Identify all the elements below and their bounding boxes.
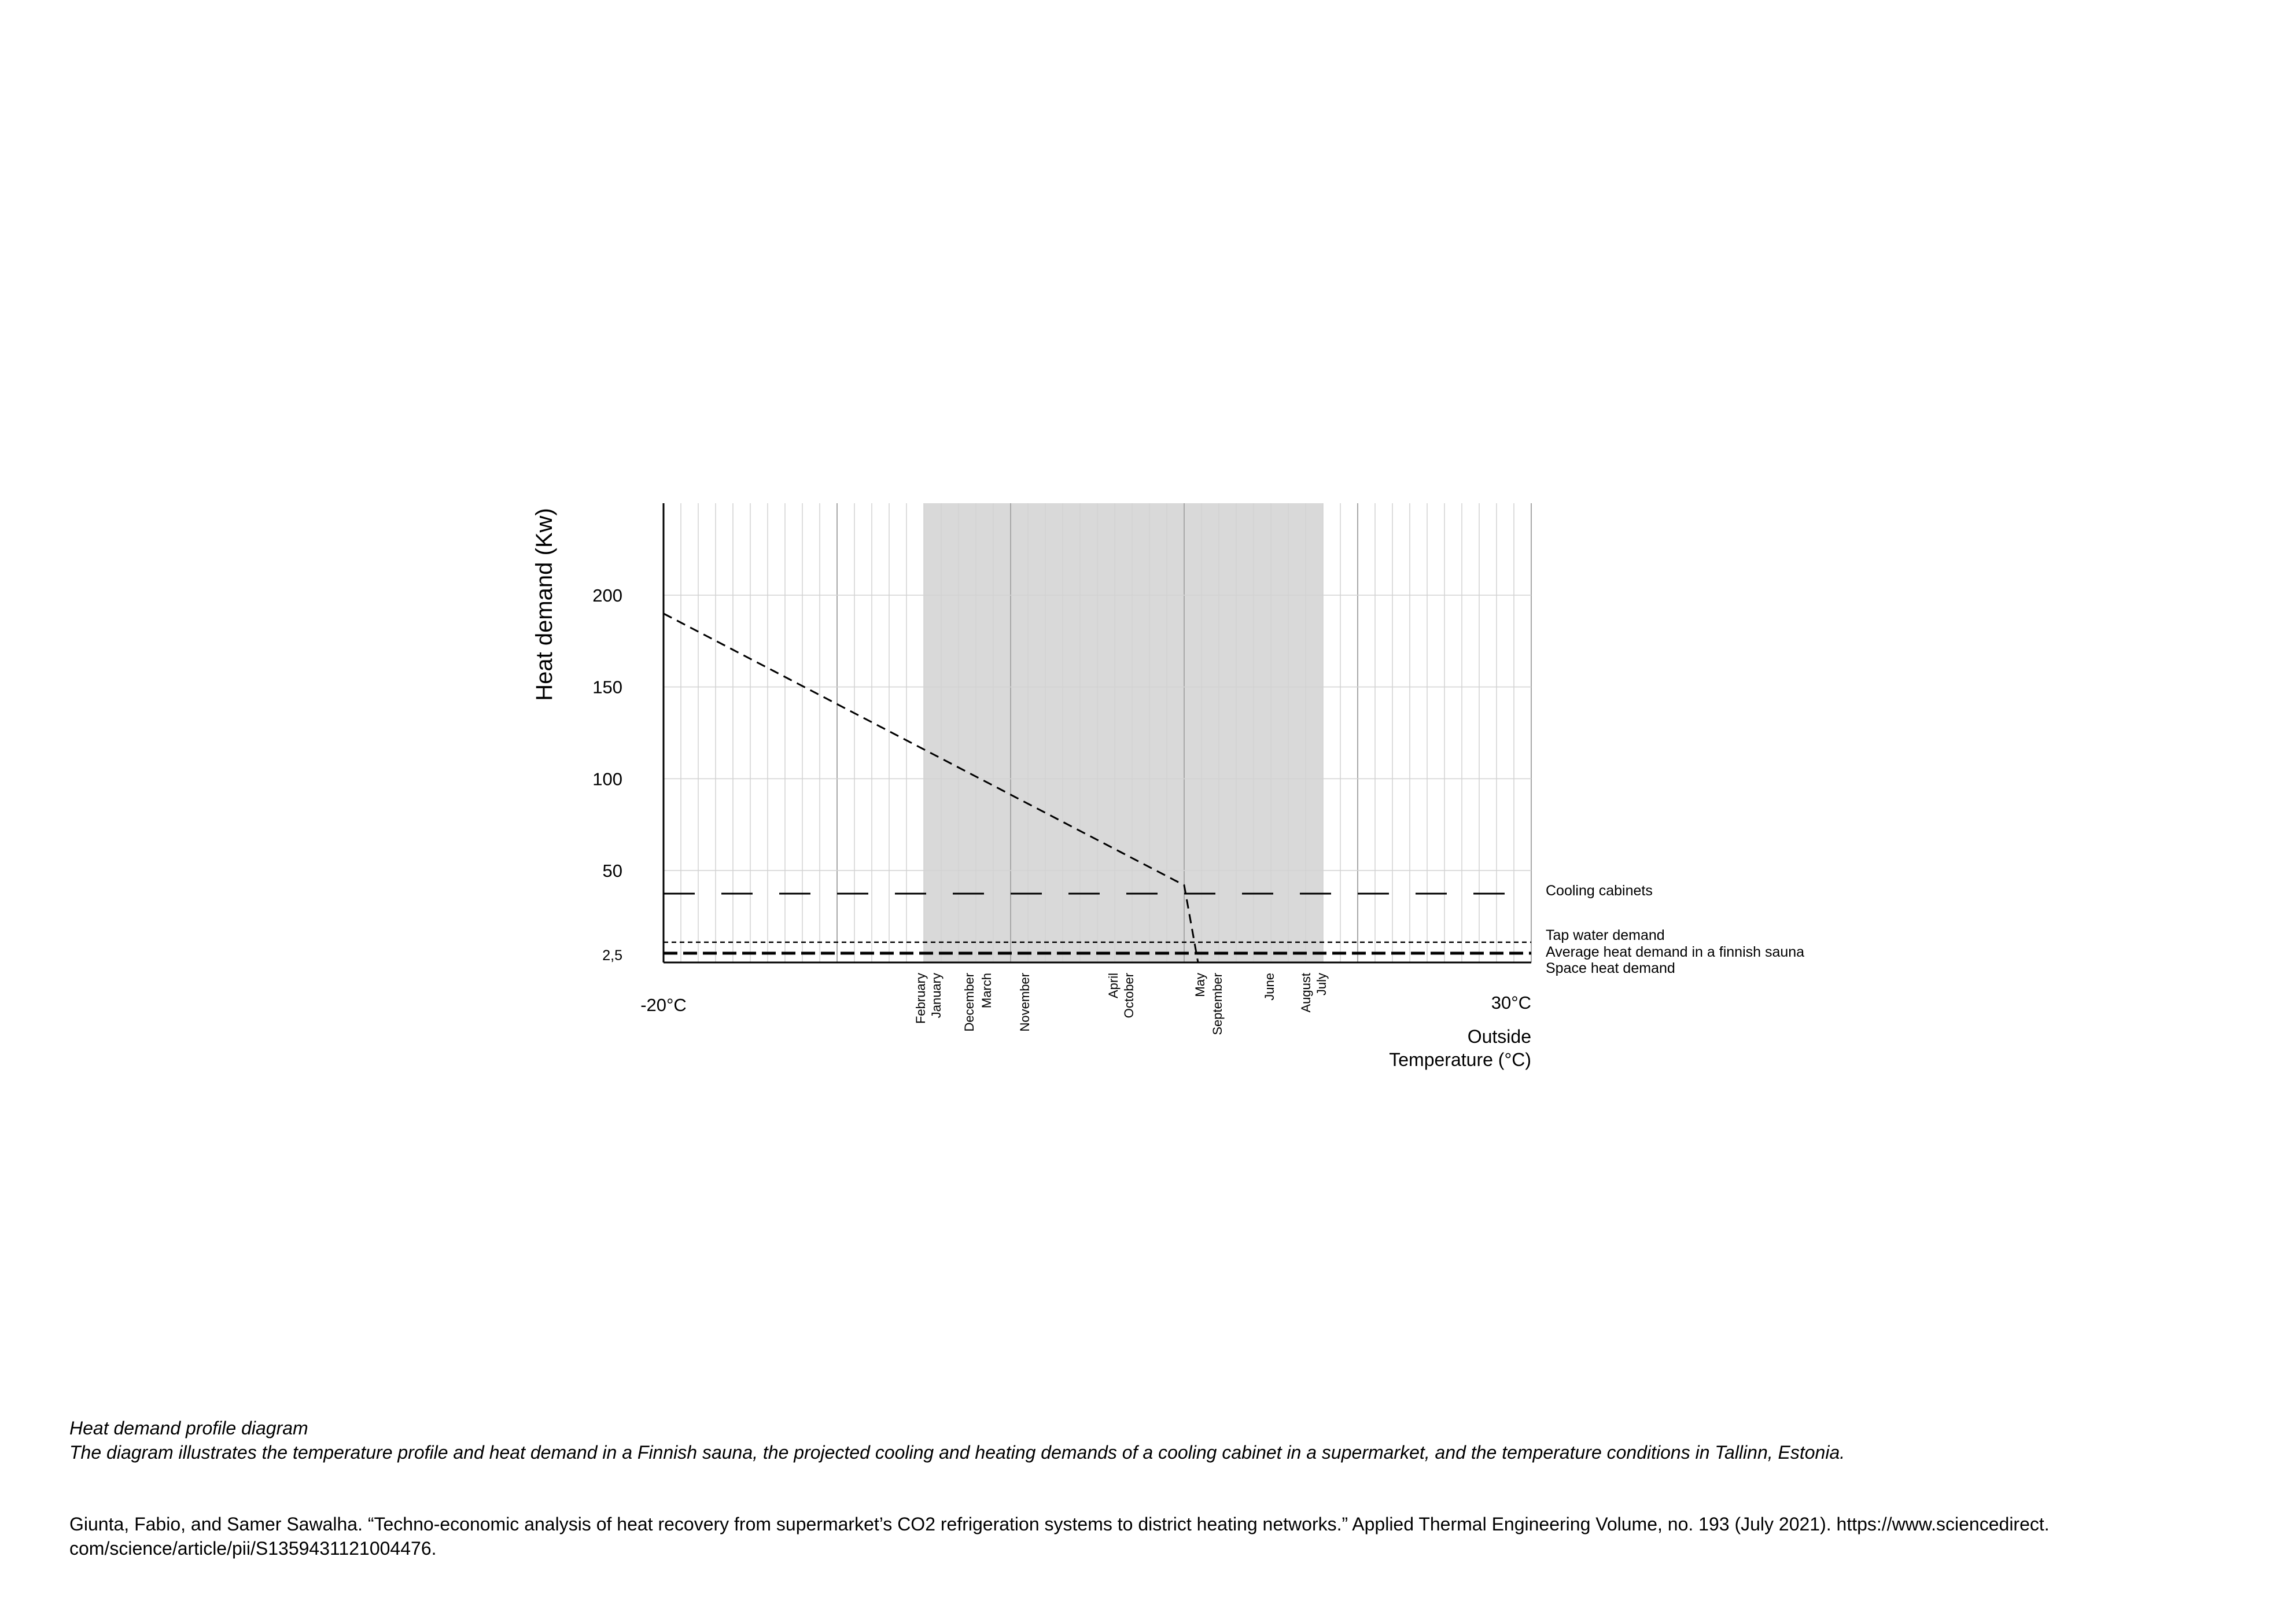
citation-line-2: com/science/article/pii/S1359431121004476.	[69, 1538, 437, 1559]
month-label: October	[1122, 973, 1136, 1019]
y-tick-labels	[592, 585, 622, 964]
month-label: August	[1299, 973, 1313, 1013]
series-label: Tap water demand	[1546, 927, 1665, 943]
y-axis-title: Heat demand (Kw)	[532, 508, 557, 701]
series-label: Cooling cabinets	[1546, 883, 1653, 899]
x-tick-min: -20°C	[640, 995, 687, 1015]
month-label: February	[913, 973, 928, 1024]
month-label: June	[1262, 973, 1277, 1001]
month-label: November	[1018, 973, 1032, 1032]
series-label: Average heat demand in a finnish sauna	[1546, 944, 1805, 960]
series-labels	[1546, 883, 1804, 976]
y-tick-label: 50	[602, 861, 622, 881]
x-axis-title-line2: Temperature (°C)	[1389, 1049, 1531, 1070]
month-label: July	[1314, 973, 1329, 996]
x-axis-title-line1: Outside	[1467, 1026, 1531, 1047]
y-tick-label: 2,5	[602, 947, 622, 964]
x-tick-max: 30°C	[1491, 993, 1531, 1013]
month-label: April	[1106, 973, 1121, 999]
month-label: September	[1210, 973, 1225, 1035]
caption-text: The diagram illustrates the temperature profile and heat demand in a Finnish sauna, the projected cooling and heating demands of a cooling cabinet in a supermarket, and the temperature conditions in Tallinn, Estonia.	[69, 1442, 1845, 1463]
month-label: December	[962, 973, 976, 1032]
citation-line-1: Giunta, Fabio, and Samer Sawalha. “Techno-economic analysis of heat recovery from supermarket’s CO2 refrigeration systems to district heating networks.” Applied Thermal Engineering Volume, no. 193 (July 2021). https://www.sciencedirect.	[69, 1514, 2050, 1535]
month-label: March	[979, 973, 994, 1009]
month-label: January	[929, 973, 944, 1019]
series-label: Space heat demand	[1546, 960, 1675, 976]
month-labels	[913, 973, 1329, 1035]
y-tick-label: 150	[592, 677, 622, 698]
figure-caption	[69, 1416, 2245, 1465]
month-label: May	[1193, 973, 1207, 997]
caption-title: Heat demand profile diagram	[69, 1418, 308, 1438]
y-tick-label: 100	[592, 769, 622, 790]
y-tick-label: 200	[592, 585, 622, 606]
citation	[69, 1512, 2250, 1561]
